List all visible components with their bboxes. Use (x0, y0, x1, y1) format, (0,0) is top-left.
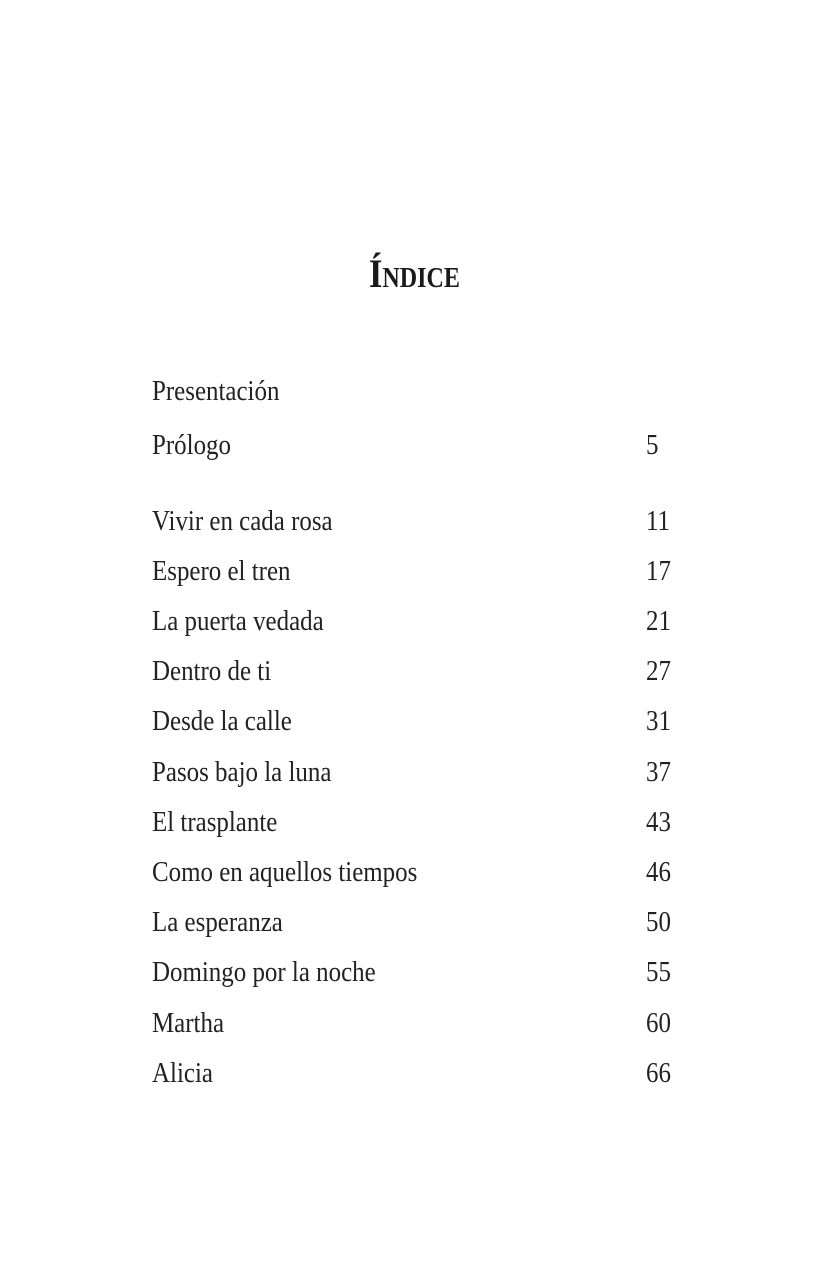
toc-entry (152, 854, 712, 890)
toc-entry-page: 43 (646, 806, 671, 838)
toc-entry (152, 373, 712, 409)
toc-entry-title: Vivir en cada rosa (152, 505, 333, 537)
toc-entry-page: 17 (646, 555, 671, 587)
toc-entry-page: 5 (646, 429, 659, 461)
toc-entry-page: 31 (646, 705, 671, 737)
toc-entry-title: El trasplante (152, 806, 278, 838)
toc-entry-title: Martha (152, 1007, 225, 1039)
table-of-contents (152, 0, 712, 1280)
toc-entry-title: Como en aquellos tiempos (152, 856, 418, 888)
toc-entry-title: Desde la calle (152, 705, 292, 737)
toc-entry (152, 954, 712, 990)
toc-entry (152, 553, 712, 589)
toc-entry-title: Pasos bajo la luna (152, 756, 332, 788)
toc-entry-page: 27 (646, 655, 671, 687)
toc-entry (152, 703, 712, 739)
toc-entry (152, 653, 712, 689)
toc-entry-page: 11 (646, 505, 671, 537)
toc-entry-title: Presentación (152, 375, 280, 407)
toc-entry-page: 66 (646, 1057, 671, 1089)
toc-entry (152, 1055, 712, 1091)
toc-entry-page: 46 (646, 856, 671, 888)
index-title: Índice (369, 251, 460, 296)
toc-entry-title: La esperanza (152, 906, 283, 938)
toc-entry-title: Espero el tren (152, 555, 291, 587)
toc-entry-title: Dentro de ti (152, 655, 272, 687)
toc-entry-title: La puerta vedada (152, 605, 324, 637)
toc-entry-page: 50 (646, 906, 671, 938)
toc-entry (152, 427, 712, 463)
toc-entry (152, 754, 712, 790)
toc-entry-page: 21 (646, 605, 671, 637)
toc-entry-page: 37 (646, 756, 671, 788)
toc-entry-title: Domingo por la noche (152, 956, 376, 988)
toc-entry-page: 60 (646, 1007, 671, 1039)
toc-entry-title: Alicia (152, 1057, 213, 1089)
toc-entry (152, 904, 712, 940)
toc-entry (152, 804, 712, 840)
toc-entry (152, 1005, 712, 1041)
toc-entry (152, 603, 712, 639)
toc-entry-page: 55 (646, 956, 671, 988)
toc-entry (152, 503, 712, 539)
toc-entry-title: Prólogo (152, 429, 231, 461)
